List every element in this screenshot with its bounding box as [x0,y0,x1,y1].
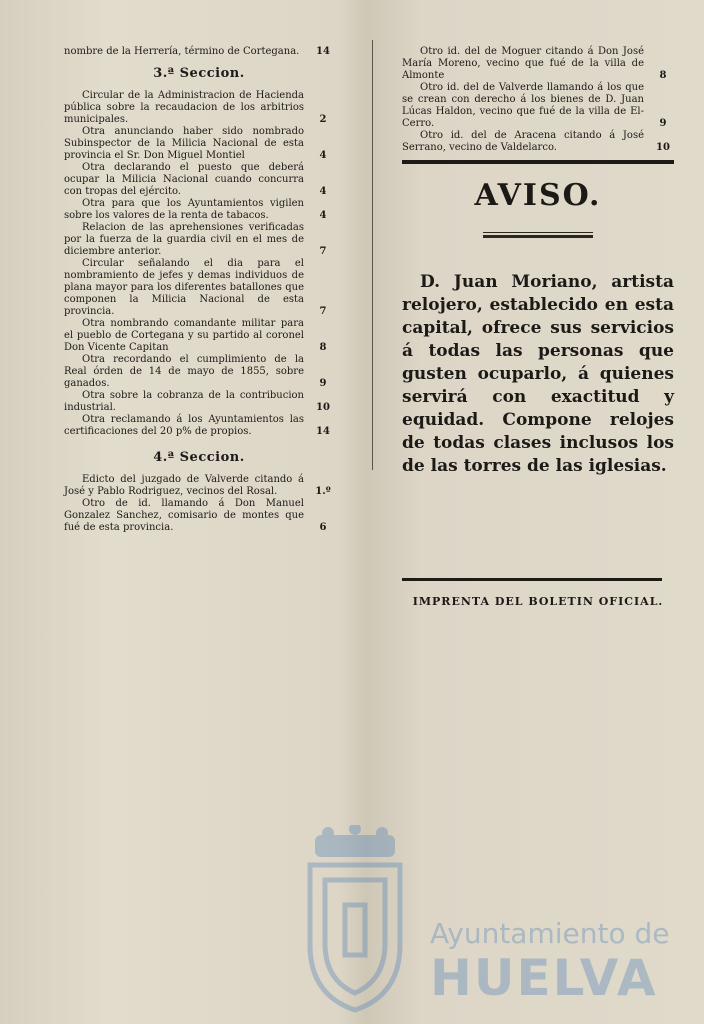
entry-text: Otro id. del de Valverde llamando á los que se crean con derecho á los bienes de D. Juan Lúcas Haldon, vecino que fué de la villa de El-Cerro. [402,82,644,129]
index-entry [64,498,334,534]
index-entry [64,46,334,58]
entry-text: Otro de id. llamando á Don Manuel Gonzalez Sanchez, comisario de montes que fué de esta provincia. [64,498,304,533]
entry-page-number: 8 [659,70,667,81]
entry-page-number: 14 [316,46,330,57]
entry-page-number: 4 [319,210,327,221]
index-entry [64,162,334,198]
index-entry [64,126,334,162]
entry-text: nombre de la Herrería, término de Cortegana. [64,46,300,57]
index-entry [64,474,334,498]
section-4-title: 4.ª Seccion. [153,450,245,465]
entry-page-number: 10 [316,402,330,413]
entry-text: Otra reclamando á los Ayuntamientos las certificaciones del 20 p% de propios. [64,414,304,437]
index-entry [64,390,334,414]
imprenta-footer: IMPRENTA DEL BOLETIN OFICIAL. [412,595,664,608]
entry-page-number: 1.º [315,486,331,497]
entry-page-number: 7 [319,306,327,317]
index-entry [64,414,334,438]
entry-page-number: 10 [656,142,670,153]
index-entry [402,130,674,154]
entry-page-number: 14 [316,426,330,437]
column-divider [372,40,373,470]
entry-page-number: 2 [319,114,327,125]
entry-text: Circular de la Administracion de Hacienda pública sobre la recaudacion de los arbitrios municipales. [64,90,304,125]
entry-text: Otra para que los Ayuntamientos vigilen sobre los valores de la renta de tabacos. [64,198,304,221]
entry-page-number: 6 [319,522,327,533]
entry-page-number: 4 [319,186,327,197]
index-entry [64,90,334,126]
entry-text: Otra declarando el puesto que deberá ocupar la Milicia Nacional cuando concurra con tropas del ejército. [64,162,304,197]
entry-text: Otra anunciando haber sido nombrado Subinspector de la Milicia Nacional de esta provincia el Sr. Don Miguel Montiel [64,126,304,161]
separator-rule [402,160,674,164]
watermark-line1: Ayuntamiento de [430,917,670,950]
watermark [290,825,670,1015]
entry-text: Otra sobre la cobranza de la contribucion industrial. [64,390,304,413]
entry-text: Otra nombrando comandante militar para el pueblo de Cortegana y su partido al coronel Don Vicente Capitan [64,318,304,353]
entry-text: Otra recordando el cumplimiento de la Real órden de 14 de mayo de 1855, sobre ganados. [64,354,304,389]
entry-text: Relacion de las aprehensiones verificadas por la fuerza de la guardia civil en el mes de diciembre anterior. [64,222,304,257]
right-column [402,46,674,608]
entry-text: Otro id. del de Moguer citando á Don José María Moreno, vecino que fué de la villa de Almonte [402,46,644,81]
bottom-rule [402,578,662,581]
entry-text: Circular señalando el dia para el nombramiento de jefes y demas individuos de plana mayor para los diferentes batallones que componen la Milicia Nacional de esta provincia. [64,258,304,317]
entry-text: Edicto del juzgado de Valverde citando á José y Pablo Rodriguez, vecinos del Rosal. [64,474,304,497]
entry-text: Otro id. del de Aracena citando á José Serrano, vecino de Valdelarco. [402,130,644,153]
watermark-line2: HUELVA [430,949,658,1007]
index-entry [402,46,674,82]
entry-page-number: 7 [319,246,327,257]
index-entry [64,198,334,222]
index-entry [64,354,334,390]
entry-page-number: 9 [659,118,667,129]
aviso-title: AVISO. [474,178,602,213]
aviso-body: D. Juan Moriano, artista relojero, establecido en esta capital, ofrece sus servicios á todas las personas que gusten ocuparlo, á quienes servirá con exactitud y equidad. Compone relojes de todas clases inclusos los de las torres de las iglesias. [402,272,674,476]
entry-page-number: 9 [319,378,327,389]
entry-page-number: 8 [319,342,327,353]
section-3-title: 3.ª Seccion. [153,66,245,81]
entry-page-number: 4 [319,150,327,161]
index-entry [64,258,334,318]
left-column [64,46,334,534]
index-entry [64,222,334,258]
index-entry [64,318,334,354]
index-entry [402,82,674,130]
city-shield-icon [290,825,420,1015]
ornament-rule [483,229,593,241]
